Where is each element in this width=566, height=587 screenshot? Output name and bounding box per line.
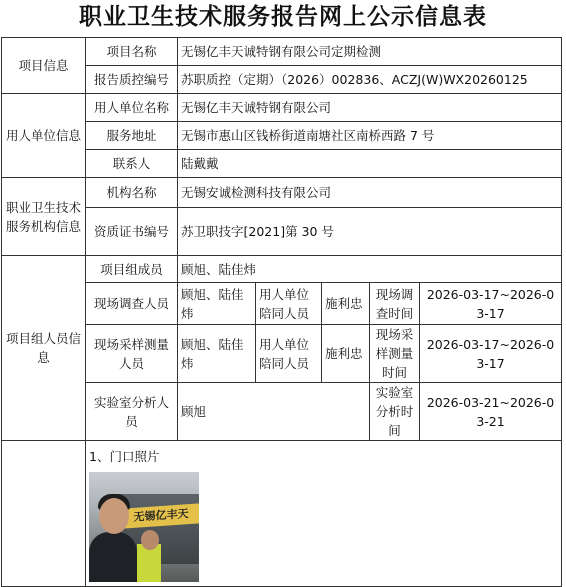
survey-staff-label: 现场调查人员 <box>86 283 178 325</box>
survey-time-label: 现场调查时间 <box>370 283 420 325</box>
photo-section-spacer <box>2 441 86 587</box>
lab-time-value: 2026-03-21~2026-03-21 <box>420 383 562 441</box>
report-no-label: 报告质控编号 <box>86 66 178 94</box>
sampling-escort-value: 施利忠 <box>322 325 370 383</box>
service-address-value: 无锡市惠山区钱桥街道南塘社区南桥西路 7 号 <box>178 122 562 150</box>
photo-section <box>86 441 562 587</box>
service-address-label: 服务地址 <box>86 122 178 150</box>
contact-value: 陆戴戴 <box>178 150 562 178</box>
sampling-escort-label: 用人单位陪同人员 <box>256 325 322 383</box>
photo-person-head <box>99 498 129 534</box>
survey-time-value: 2026-03-17~2026-03-17 <box>420 283 562 325</box>
employer-name-value: 无锡亿丰天诚特钢有限公司 <box>178 94 562 122</box>
sampling-staff-label: 现场采样测量人员 <box>86 325 178 383</box>
report-no-value: 苏职质控（定期）（2026）002836、ACZJ(W)WX20260125 <box>178 66 562 94</box>
sampling-staff-value: 顾旭、陆佳炜 <box>178 325 256 383</box>
project-info-section-label: 项目信息 <box>2 38 86 94</box>
agency-info-section-label: 职业卫生技术服务机构信息 <box>2 178 86 256</box>
survey-escort-label: 用人单位陪同人员 <box>256 283 322 325</box>
lab-time-label: 实验室分析时间 <box>370 383 420 441</box>
project-name-value: 无锡亿丰天诚特钢有限公司定期检测 <box>178 38 562 66</box>
lab-staff-label: 实验室分析人员 <box>86 383 178 441</box>
team-info-section-label: 项目组人员信息 <box>2 256 86 441</box>
sampling-time-value: 2026-03-17~2026-03-17 <box>420 325 562 383</box>
team-members-value: 顾旭、陆佳炜 <box>178 256 562 283</box>
employer-name-label: 用人单位名称 <box>86 94 178 122</box>
agency-name-value: 无锡安诚检测科技有限公司 <box>178 178 562 208</box>
photo-person2-head <box>141 530 159 550</box>
survey-staff-value: 顾旭、陆佳炜 <box>178 283 256 325</box>
page-title: 职业卫生技术服务报告网上公示信息表 <box>79 4 487 30</box>
team-members-label: 项目组成员 <box>86 256 178 283</box>
employer-info-section-label: 用人单位信息 <box>2 94 86 178</box>
cert-no-value: 苏卫职技字[2021]第 30 号 <box>178 208 562 256</box>
photo-company-sign: 无锡亿丰天 <box>123 503 199 528</box>
photo-person-body <box>89 532 137 582</box>
project-name-label: 项目名称 <box>86 38 178 66</box>
contact-label: 联系人 <box>86 150 178 178</box>
entrance-photo <box>89 472 199 582</box>
sampling-time-label: 现场采样测量时间 <box>370 325 420 383</box>
survey-escort-value: 施利忠 <box>322 283 370 325</box>
cert-no-label: 资质证书编号 <box>86 208 178 256</box>
disclosure-table <box>1 37 562 587</box>
lab-staff-value: 顾旭 <box>178 383 370 441</box>
agency-name-label: 机构名称 <box>86 178 178 208</box>
photo-caption: 1、门口照片 <box>89 449 160 464</box>
